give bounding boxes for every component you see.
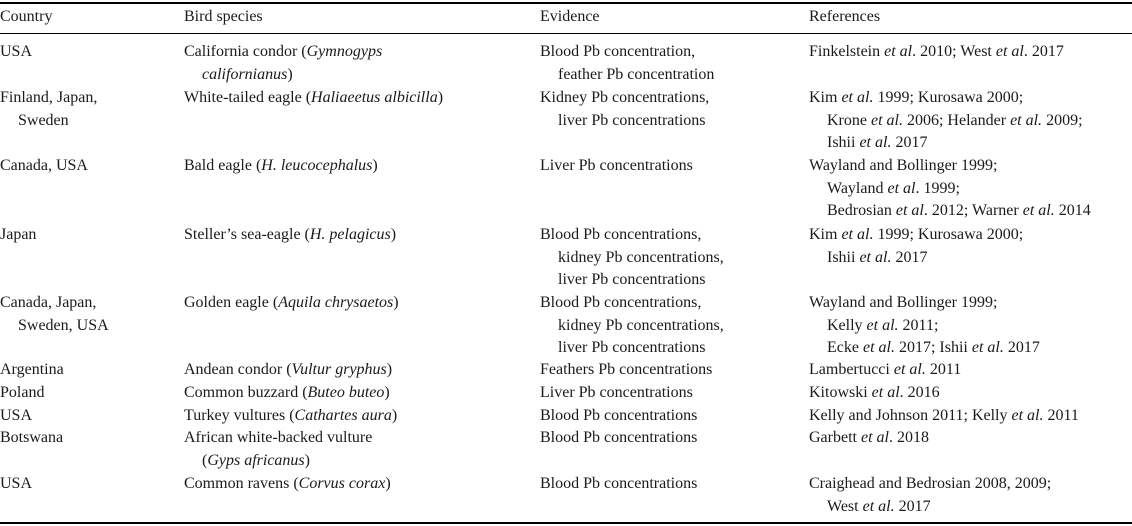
cell-text: Lambertucci — [809, 361, 894, 378]
country-cell — [0, 292, 109, 337]
cell-line — [540, 224, 724, 247]
cell-text: ) — [372, 157, 378, 174]
cell-text: ) — [386, 361, 393, 378]
italic-text: et al — [884, 43, 913, 60]
references-cell — [809, 359, 961, 382]
cell-line — [184, 292, 399, 315]
cell-text: Poland — [0, 384, 45, 401]
cell-line — [809, 337, 1040, 360]
country-cell — [0, 473, 32, 496]
cell-text: ) — [304, 451, 310, 469]
cell-line — [184, 382, 390, 405]
cell-text: Garbett — [809, 429, 861, 446]
cell-text: Kelly — [827, 316, 867, 334]
cell-text: Liver Pb concentrations — [540, 384, 693, 401]
cell-text: Ecke — [827, 339, 863, 356]
cell-text: Canada, USA — [0, 157, 88, 174]
cell-text: Botswana — [0, 429, 64, 446]
cell-line — [184, 41, 382, 64]
cell-line — [0, 87, 97, 110]
references-cell — [809, 41, 1064, 64]
cell-text: Craighead and Bedrosian 2008, 2009; — [809, 475, 1052, 492]
italic-text: et al. — [841, 226, 874, 243]
cell-text: Bald eagle ( — [184, 157, 262, 174]
cell-text: Blood Pb concentrations — [540, 429, 698, 446]
bird-species-cell — [184, 427, 372, 472]
cell-line — [184, 450, 372, 473]
cell-text: Sweden, USA — [18, 316, 109, 334]
cell-text: Japan — [0, 226, 37, 243]
italic-text: Haliaeetus albicilla — [311, 89, 438, 106]
references-cell — [809, 473, 1051, 518]
country-cell — [0, 359, 64, 382]
cell-line — [0, 224, 36, 247]
cell-text: . 2016 — [899, 384, 940, 401]
cell-text: kidney Pb concentrations, — [558, 316, 724, 334]
references-cell — [809, 87, 1083, 155]
italic-text: et al — [895, 202, 924, 219]
cell-line — [540, 315, 724, 338]
italic-text: et al. — [841, 89, 874, 106]
cell-line — [540, 427, 697, 450]
cell-text: 1999; Kurosawa 2000; — [873, 89, 1024, 106]
cell-text: 2017; Ishii — [894, 339, 972, 356]
italic-text: H. pelagicus — [309, 226, 391, 243]
italic-text: Vultur gryphus — [291, 361, 387, 378]
cell-line — [540, 41, 714, 64]
references-cell — [809, 292, 1040, 360]
cell-text: Wayland — [827, 179, 888, 197]
bird-species-cell — [184, 41, 382, 86]
cell-text: 2017 — [891, 248, 928, 266]
cell-line — [540, 337, 724, 360]
evidence-cell — [540, 405, 697, 428]
cell-line — [809, 292, 1040, 315]
cell-text: USA — [0, 475, 33, 492]
evidence-cell — [540, 473, 697, 496]
italic-text: Gymnogyps — [306, 43, 383, 60]
cell-text: Argentina — [0, 361, 64, 378]
cell-line — [184, 427, 372, 450]
italic-text: et al. — [1022, 202, 1055, 219]
country-cell — [0, 224, 36, 247]
cell-line — [0, 382, 44, 405]
cell-text: Golden eagle ( — [184, 294, 279, 311]
cell-line — [809, 382, 940, 405]
cell-text: liver Pb concentrations — [558, 111, 706, 129]
cell-text: 2014 — [1054, 202, 1091, 219]
cell-line — [0, 405, 32, 428]
cell-text: Andean condor ( — [184, 361, 292, 378]
italic-text: Aquila chrysaetos — [278, 294, 394, 311]
cell-line — [184, 64, 382, 87]
cell-text: Blood Pb concentrations, — [540, 226, 702, 243]
cell-text: ) — [391, 407, 398, 424]
italic-text: et al. — [1010, 111, 1043, 129]
cell-text: Blood Pb concentrations — [540, 407, 698, 424]
cell-line — [0, 473, 32, 496]
cell-text: . 2017 — [1023, 43, 1064, 60]
italic-text: Corvus corax — [298, 475, 386, 492]
cell-text: USA — [0, 43, 33, 60]
cell-text: 2011 — [1043, 407, 1079, 424]
cell-line — [184, 87, 443, 110]
italic-text: et al. — [866, 316, 899, 334]
cell-line — [540, 155, 693, 178]
references-cell — [809, 405, 1079, 428]
bird-species-cell — [184, 87, 443, 110]
bird-species-cell — [184, 224, 396, 247]
cell-line — [0, 155, 88, 178]
table-header-rule — [0, 33, 1132, 34]
cell-text: 2017 — [1003, 339, 1040, 356]
cell-text: Kim — [809, 89, 842, 106]
cell-line — [184, 405, 397, 428]
country-cell — [0, 87, 97, 132]
italic-text: et al — [995, 43, 1024, 60]
cell-text: USA — [0, 407, 33, 424]
cell-text: Wayland and Bollinger 1999; — [809, 157, 998, 174]
country-cell — [0, 427, 63, 450]
cell-text: 2011; — [898, 316, 939, 334]
cell-text: Bedrosian — [827, 202, 896, 219]
italic-text: et al. — [859, 134, 892, 151]
table-top-rule — [0, 2, 1132, 4]
cell-line — [809, 200, 1091, 223]
cell-line — [0, 359, 64, 382]
cell-line — [809, 496, 1051, 519]
cell-text: 1999; Kurosawa 2000; — [873, 226, 1024, 243]
cell-line — [540, 382, 693, 405]
references-cell — [809, 382, 940, 405]
italic-text: H. leucocephalus — [261, 157, 373, 174]
cell-text: ) — [385, 475, 391, 492]
cell-text: liver Pb concentrations — [558, 271, 706, 288]
cell-text: . 1999; — [915, 179, 960, 197]
cell-text: Common ravens ( — [184, 475, 299, 492]
country-cell — [0, 155, 88, 178]
cell-text: ) — [393, 294, 399, 311]
italic-text: californianus — [202, 65, 288, 83]
cell-line — [809, 427, 929, 450]
cell-line — [809, 405, 1079, 428]
cell-text: Blood Pb concentrations, — [540, 294, 702, 311]
cell-text: White-tailed eagle ( — [184, 89, 312, 106]
cell-text: feather Pb concentration — [558, 65, 715, 83]
cell-line — [809, 315, 1040, 338]
cell-line — [0, 110, 97, 133]
references-cell — [809, 224, 1023, 269]
cell-text: 2017 — [891, 134, 928, 151]
references-cell — [809, 155, 1091, 223]
italic-text: et al. — [1011, 407, 1044, 424]
italic-text: et al — [871, 384, 900, 401]
italic-text: et al. — [971, 339, 1004, 356]
cell-text: Ishii — [827, 134, 860, 151]
cell-text: Kelly and Johnson 2011; Kelly — [809, 407, 1012, 424]
cell-text: liver Pb concentrations — [558, 339, 706, 356]
header-country: Country — [0, 8, 53, 25]
cell-text: Finland, Japan, — [0, 89, 98, 106]
cell-text: California condor ( — [184, 43, 307, 60]
italic-text: et al — [860, 429, 889, 446]
bird-species-cell — [184, 359, 392, 382]
cell-text: ) — [287, 65, 293, 83]
cell-text: ) — [437, 89, 444, 106]
cell-text: Feathers Pb concentrations — [540, 361, 713, 378]
cell-line — [184, 359, 392, 382]
italic-text: et al. — [893, 361, 926, 378]
table-bottom-rule — [0, 522, 1132, 524]
cell-line — [540, 269, 724, 292]
cell-text: Blood Pb concentration, — [540, 43, 696, 60]
cell-line — [184, 473, 391, 496]
cell-text: 2017 — [894, 497, 931, 515]
cell-text: Steller’s sea-eagle ( — [184, 226, 310, 243]
evidence-cell — [540, 224, 724, 292]
references-cell — [809, 427, 929, 450]
cell-text: . 2012; Warner — [923, 202, 1023, 219]
cell-line — [809, 473, 1051, 496]
evidence-cell — [540, 41, 714, 86]
cell-line — [540, 247, 724, 270]
cell-text: 2009; — [1042, 111, 1083, 129]
cell-line — [0, 292, 109, 315]
bird-species-cell — [184, 473, 391, 496]
cell-line — [809, 155, 1091, 178]
cell-text: ) — [384, 384, 390, 401]
cell-text: Ishii — [827, 248, 860, 266]
cell-line — [0, 315, 109, 338]
cell-line — [184, 224, 396, 247]
cell-text: Canada, Japan, — [0, 294, 97, 311]
cell-line — [540, 110, 709, 133]
cell-line — [809, 224, 1023, 247]
cell-line — [184, 155, 378, 178]
italic-text: Cathartes aura — [294, 407, 392, 424]
italic-text: Buteo buteo — [307, 384, 385, 401]
cell-line — [809, 178, 1091, 201]
cell-text: kidney Pb concentrations, — [558, 248, 724, 266]
cell-text: Finkelstein — [809, 43, 885, 60]
header-bird-species: Bird species — [184, 8, 263, 25]
evidence-cell — [540, 155, 693, 178]
cell-line — [809, 87, 1083, 110]
bird-species-cell — [184, 155, 378, 178]
bird-species-cell — [184, 405, 397, 428]
evidence-cell — [540, 87, 709, 132]
italic-text: Gyps africanus — [207, 451, 305, 469]
cell-line — [540, 292, 724, 315]
cell-text: Kitowski — [809, 384, 872, 401]
cell-text: Sweden — [18, 111, 69, 129]
evidence-cell — [540, 382, 693, 405]
italic-text: et al. — [862, 339, 895, 356]
header-evidence: Evidence — [540, 8, 600, 25]
country-cell — [0, 41, 32, 64]
cell-text: Blood Pb concentrations — [540, 475, 698, 492]
cell-text: Wayland and Bollinger 1999; — [809, 294, 998, 311]
cell-text: Kim — [809, 226, 842, 243]
cell-text: Turkey vultures ( — [184, 407, 295, 424]
bird-species-cell — [184, 382, 390, 405]
cell-text: . 2010; West — [912, 43, 996, 60]
cell-line — [540, 473, 697, 496]
italic-text: et al. — [859, 248, 892, 266]
cell-line — [0, 427, 63, 450]
cell-text: . 2018 — [888, 429, 929, 446]
cell-line — [809, 132, 1083, 155]
cell-text: Common buzzard ( — [184, 384, 308, 401]
cell-line — [809, 359, 961, 382]
italic-text: et al. — [870, 111, 903, 129]
evidence-cell — [540, 427, 697, 450]
cell-line — [540, 87, 709, 110]
evidence-cell — [540, 359, 712, 382]
cell-text: Kidney Pb concentrations, — [540, 89, 710, 106]
cell-line — [809, 41, 1064, 64]
bird-species-cell — [184, 292, 399, 315]
cell-text: ( — [202, 451, 208, 469]
header-references: References — [809, 8, 881, 25]
italic-text: et al — [887, 179, 916, 197]
country-cell — [0, 405, 32, 428]
cell-line — [0, 41, 32, 64]
cell-line — [540, 64, 714, 87]
cell-text: African white-backed vulture — [184, 429, 373, 446]
cell-text: 2011 — [925, 361, 962, 378]
cell-line — [540, 405, 697, 428]
evidence-cell — [540, 292, 724, 360]
cell-text: West — [827, 497, 863, 515]
country-cell — [0, 382, 44, 405]
cell-line — [809, 110, 1083, 133]
italic-text: et al. — [862, 497, 895, 515]
cell-text: Liver Pb concentrations — [540, 157, 693, 174]
cell-text: Krone — [827, 111, 871, 129]
cell-text: 2006; Helander — [902, 111, 1011, 129]
cell-line — [540, 359, 712, 382]
cell-line — [809, 247, 1023, 270]
cell-text: ) — [390, 226, 397, 243]
